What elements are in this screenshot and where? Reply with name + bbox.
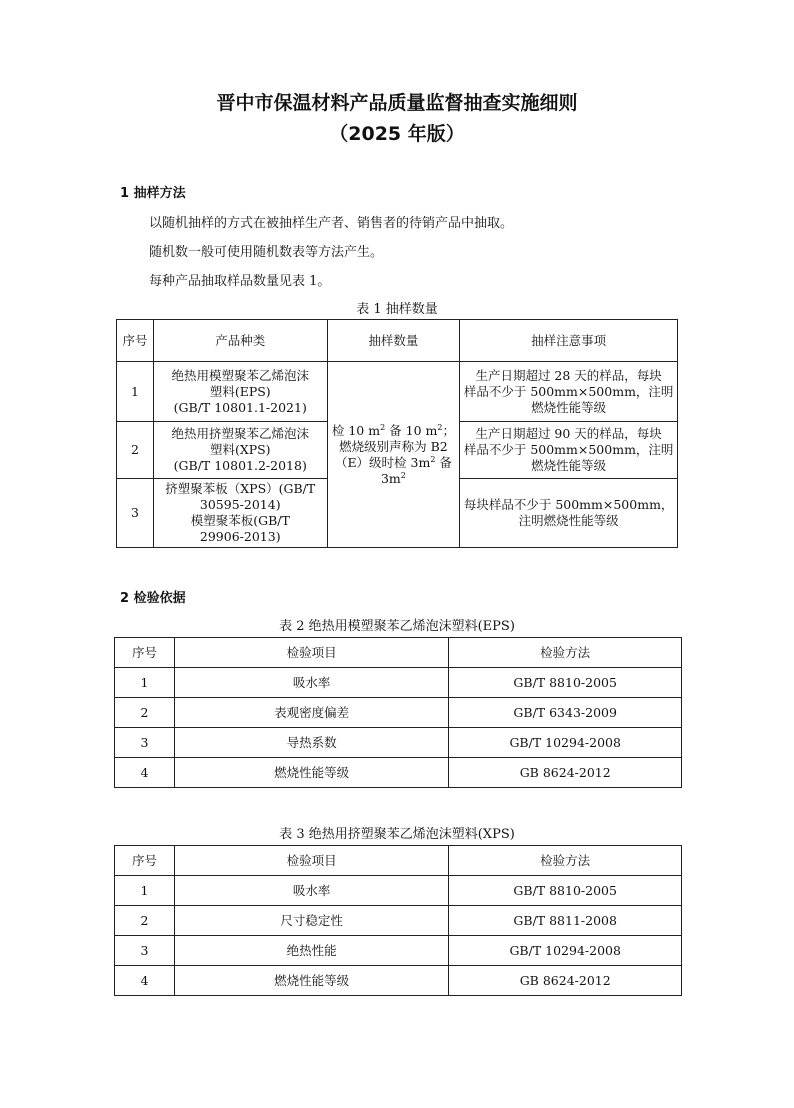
quantity-line: 燃烧级别声称为 B2 [339,438,448,454]
row-number: 4 [115,966,175,996]
sampling-quantity-table [116,319,678,548]
product-type-cell [153,422,327,479]
inspection-method: GB/T 8810-2005 [449,876,682,906]
paragraph: 每种产品抽取样品数量见表 1。 [149,274,331,289]
sampling-note-cell [460,479,678,548]
note-line: 样品不少于 500mm×500mm，注明 [463,383,674,399]
section-2-heading: 2 检验依据 [120,591,186,606]
table-header-row [115,846,682,876]
note-line: 生产日期超过 28 天的样品，每块 [475,367,662,383]
header-cell: 检验项目 [174,638,448,668]
eps-inspection-table [114,637,682,788]
superscript: 2 [437,422,443,432]
quantity-text: 3m [380,470,401,486]
row-number: 1 [117,362,154,422]
inspection-item: 吸水率 [174,668,448,698]
quantity-text: 检 10 m [331,422,381,438]
product-line: 塑料(EPS) [209,383,271,399]
inspection-item: 尺寸稳定性 [174,906,448,936]
header-cell: 抽样数量 [327,320,460,362]
row-number: 1 [115,876,175,906]
row-number: 2 [115,906,175,936]
note-line: 注明燃烧性能等级 [518,513,619,528]
quantity-line [331,471,457,487]
quantity-text: 备 [435,454,452,470]
superscript: 2 [380,422,386,432]
table-row [115,758,682,788]
note-line: 燃烧性能等级 [531,399,607,415]
table-row [115,906,682,936]
row-number: 1 [115,668,175,698]
row-number: 3 [115,936,175,966]
inspection-item: 吸水率 [174,876,448,906]
table-row [115,876,682,906]
table-row [115,698,682,728]
table-header-row [117,320,678,362]
inspection-method: GB/T 8811-2008 [449,906,682,936]
header-cell: 序号 [117,320,154,362]
inspection-item: 表观密度偏差 [174,698,448,728]
table-1-caption: 表 1 抽样数量 [356,302,438,317]
quantity-line [331,423,457,439]
quantity-text: ； [442,422,455,438]
sampling-note-cell [460,362,678,422]
quantity-text: （E）级时检 3m [334,454,431,470]
product-line: 绝热用模塑聚苯乙烯泡沫 [171,367,310,383]
paragraph: 随机数一般可使用随机数表等方法产生。 [149,245,384,260]
inspection-method: GB/T 10294-2008 [449,936,682,966]
inspection-item: 燃烧性能等级 [174,966,448,996]
product-line: 30595-2014) [199,497,281,512]
section-1-heading: 1 抽样方法 [120,186,186,201]
row-number: 2 [115,698,175,728]
product-type-cell [153,479,327,548]
inspection-item: 燃烧性能等级 [174,758,448,788]
header-cell: 序号 [115,846,175,876]
product-line: (GB/T 10801.2-2018) [173,458,307,473]
product-line: 29906-2013) [199,529,281,544]
table-3-caption: 表 3 绝热用挤塑聚苯乙烯泡沫塑料(XPS) [279,827,515,842]
inspection-method: GB/T 10294-2008 [449,728,682,758]
table-header-row [115,638,682,668]
document-title: 晋中市保温材料产品质量监督抽查实施细则 [216,92,578,114]
product-line: 绝热用挤塑聚苯乙烯泡沫 [171,426,310,441]
inspection-method: GB/T 8810-2005 [449,668,682,698]
quantity-text: 备 10 m [385,422,438,438]
header-cell: 检验方法 [449,846,682,876]
table-row [117,362,678,422]
inspection-method: GB 8624-2012 [449,758,682,788]
document-subtitle: （2025 年版） [329,123,465,145]
table-row [115,668,682,698]
superscript: 2 [400,470,406,480]
product-line: (GB/T 10801.1-2021) [173,399,307,415]
table-row [115,966,682,996]
quantity-line [331,455,457,471]
product-line: 塑料(XPS) [209,442,271,457]
header-cell: 检验项目 [174,846,448,876]
note-line: 样品不少于 500mm×500mm，注明 [463,442,674,457]
table-row [115,936,682,966]
row-number: 2 [117,422,154,479]
header-cell: 序号 [115,638,175,668]
note-line: 每块样品不少于 500mm×500mm， [463,497,674,512]
row-number: 3 [115,728,175,758]
product-line: 挤塑聚苯板（XPS）(GB/T [165,481,316,496]
note-line: 生产日期超过 90 天的样品，每块 [475,426,662,441]
table-row [115,728,682,758]
xps-inspection-table [114,845,682,996]
sampling-note-cell [460,422,678,479]
header-cell: 抽样注意事项 [460,320,678,362]
header-cell: 检验方法 [449,638,682,668]
header-cell: 产品种类 [153,320,327,362]
row-number: 4 [115,758,175,788]
inspection-method: GB 8624-2012 [449,966,682,996]
product-type-cell [153,362,327,422]
table-2-caption: 表 2 绝热用模塑聚苯乙烯泡沫塑料(EPS) [279,619,515,634]
inspection-item: 绝热性能 [174,936,448,966]
paragraph: 以随机抽样的方式在被抽样生产者、销售者的待销产品中抽取。 [149,216,514,231]
superscript: 2 [430,454,436,464]
product-line: 模塑聚苯板(GB/T [190,513,290,528]
inspection-item: 导热系数 [174,728,448,758]
note-line: 燃烧性能等级 [531,458,607,473]
sampling-quantity-cell [327,362,460,548]
row-number: 3 [117,479,154,548]
inspection-method: GB/T 6343-2009 [449,698,682,728]
